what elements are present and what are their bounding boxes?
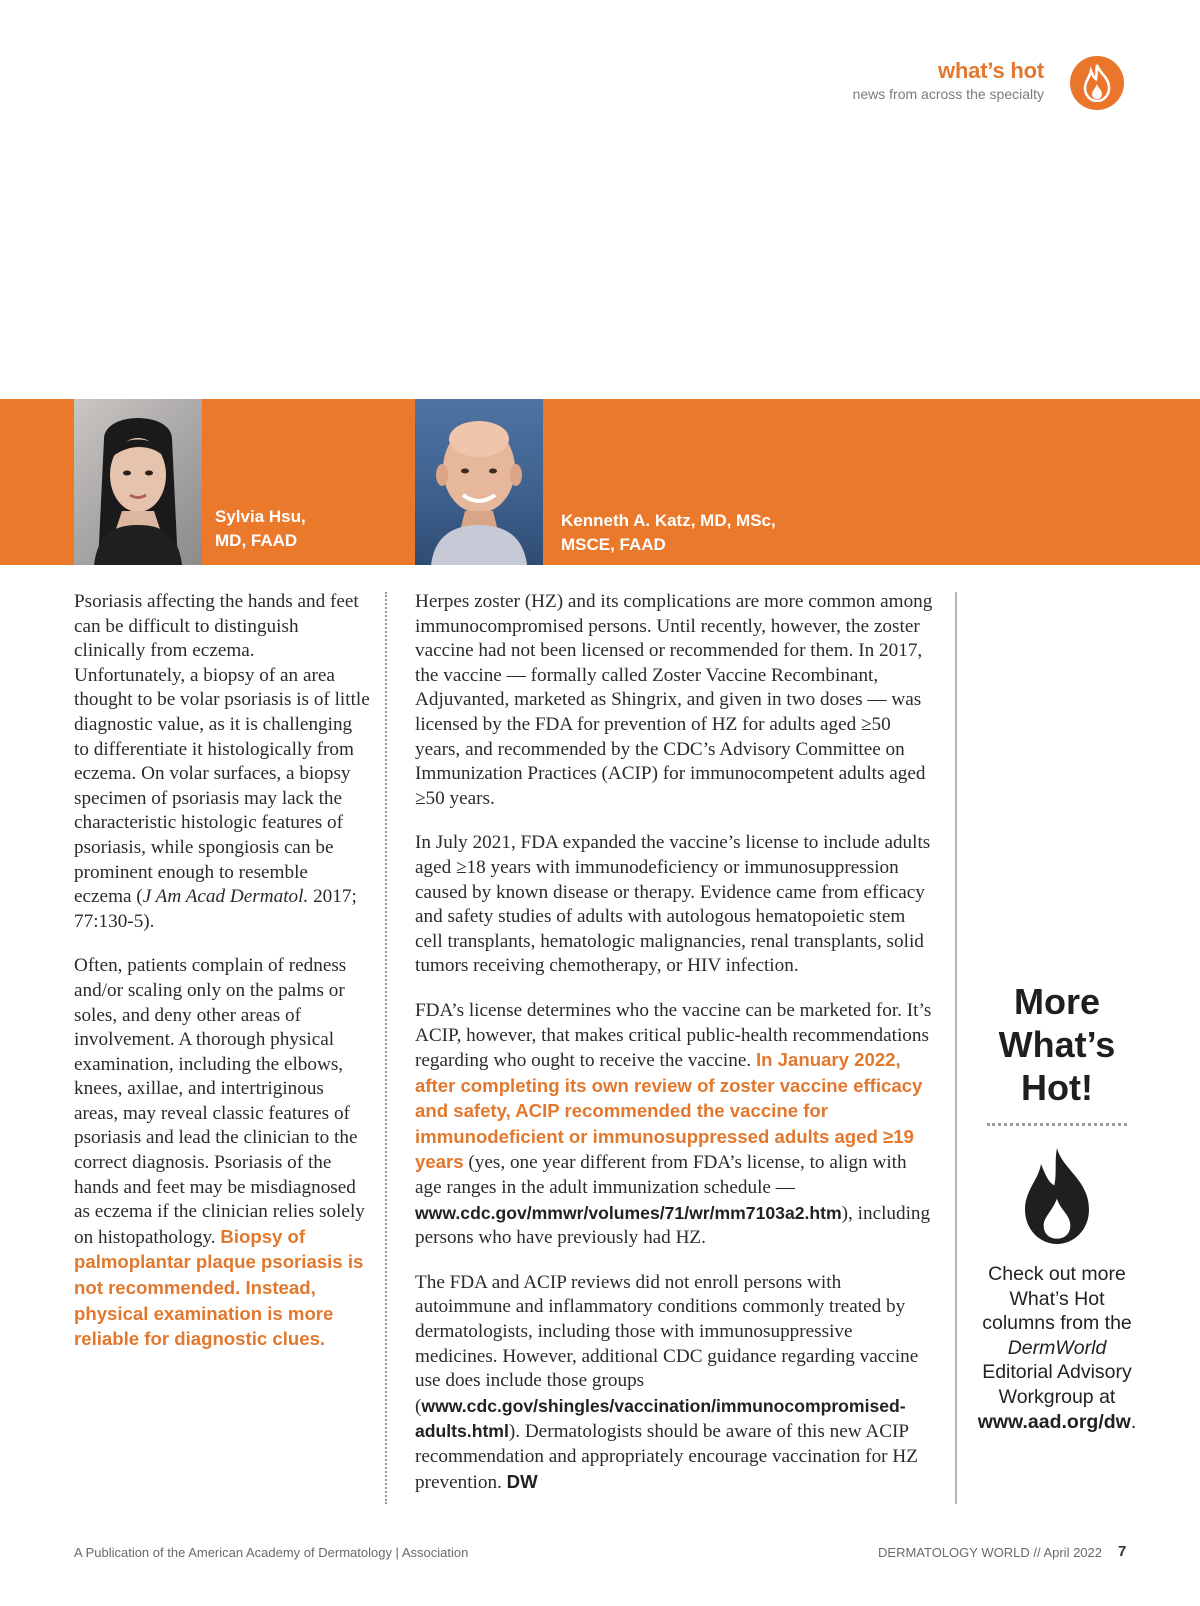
middle-column-article (415, 590, 935, 1515)
section-subtitle: news from across the specialty (852, 86, 1044, 102)
left-column-article (74, 590, 370, 1373)
cdc-shingles-link[interactable]: www.cdc.gov/shingles/vaccination/immunocompromised-adults.html (415, 1395, 906, 1442)
sidebar-divider (987, 1123, 1127, 1126)
paragraph: FDA’s license determines who the vaccine can be marketed for. It’s ACIP, however, that makes critical public-health recommendations regarding who ought to receive the vaccine. In January 2022, after completing its own review of zoster vaccine efficacy and safety, ACIP recommended the vaccine for immunodeficient or immunosuppressed adults aged ≥19 years (yes, one year different from FDA’s license, to align with age ranges in the adult immunization schedule — www.cdc.gov/mmwr/volumes/71/wr/mm7103a2.htm), including persons who have previously had HZ. (415, 999, 932, 1249)
sidebar-text: Check out more What’s Hot columns from the DermWorld Editorial Advisory Workgroup at www.aad.org/dw. (977, 1263, 1137, 1433)
paragraph: Psoriasis affecting the hands and feet can be difficult to distinguish clinically from eczema. Unfortunately, a biopsy of an area thought to be volar psoriasis is of little diagnostic value, as it is challenging to differentiate it histologically from eczema. On volar surfaces, a biopsy specimen of psoriasis may lack the characteristic histologic features of psoriasis, while spongiosis can be prominent enough to resemble eczema (J Am Acad Dermatol. 2017; 77:130-5). (74, 591, 370, 932)
more-whats-hot-sidebar (972, 980, 1142, 1434)
section-header (853, 58, 1044, 102)
paragraph: In July 2021, FDA expanded the vaccine’s license to include adults aged ≥18 years with immunodeficiency or immunosuppression caused by known disease or therapy. Evidence came from efficacy and safety studies of adults with autologous hematopoietic stem cell transplants, hematologic malignancies, renal transplants, solid tumors receiving chemotherapy, or HIV infection. (415, 832, 931, 977)
aad-dw-link[interactable]: www.aad.org/dw (977, 1410, 1131, 1433)
footer-issue: DERMATOLOGY WORLD // April 2022 (878, 1545, 1102, 1560)
flame-icon (1070, 56, 1124, 110)
author-photo-sylvia-hsu (74, 399, 202, 565)
footer-publication: A Publication of the American Academy of Dermatology | Association (74, 1545, 469, 1560)
author-name-kenneth-katz: Kenneth A. Katz, MD, MSc, MSCE, FAAD (561, 511, 776, 554)
author-name-sylvia-hsu: Sylvia Hsu, MD, FAAD (215, 507, 306, 550)
column-divider (385, 592, 387, 1504)
paragraph: Often, patients complain of redness and/or scaling only on the palms or soles, and deny other areas of involvement. A thorough physical examination, including the elbows, knees, axillae, and intertriginous areas, may reveal classic features of psoriasis and lead the clinician to the correct diagnosis. Psoriasis of the hands and feet may be misdiagnosed as eczema if the clinician relies solely on histopathology. Biopsy of palmoplantar plaque psoriasis is not recommended. Instead, physical examination is more reliable for diagnostic clues. (74, 955, 365, 1350)
paragraph: The FDA and ACIP reviews did not enroll persons with autoimmune and inflammatory conditions commonly treated by dermatologists, including those with immunosuppressive medicines. However, additional CDC guidance regarding vaccine use does include those groups (www.cdc.gov/shingles/vaccination/immunocompromised-adults.html). Dermatologists should be aware of this new ACIP recommendation and appropriately encourage vaccination for HZ prevention. DW (415, 1271, 919, 1493)
highlighted-text: Biopsy of palmoplantar plaque psoriasis is not recommended. Instead, physical examination is more reliable for diagnostic clues. (74, 1225, 364, 1350)
paragraph: Herpes zoster (HZ) and its complications are more common among immunocompromised persons. Until recently, however, the zoster vaccine had not been licensed or recommended for them. In 2017, the vaccine — formally called Zoster Vaccine Recombinant, Adjuvanted, marketed as Shingrix, and given in two doses — was licensed by the FDA for prevention of HZ for adults aged ≥50 years, and recommended by the CDC’s Advisory Committee on Immunization Practices (ACIP) for immunocompetent adults aged ≥50 years. (415, 591, 933, 809)
flame-icon (1017, 1144, 1097, 1248)
cdc-mmwr-link[interactable]: www.cdc.gov/mmwr/volumes/71/wr/mm7103a2.htm (415, 1202, 842, 1223)
section-title: what’s hot (938, 58, 1044, 83)
sidebar-title: More What’s Hot! (998, 981, 1116, 1108)
author-photo-kenneth-katz (415, 399, 543, 565)
column-divider (955, 592, 957, 1504)
page-number: 7 (1118, 1543, 1127, 1560)
citation: J Am Acad Dermatol. (142, 886, 309, 908)
end-mark: DW (506, 1470, 538, 1492)
author-band (0, 399, 1200, 565)
highlighted-text: In January 2022, after completing its own review of zoster vaccine efficacy and safety, ACIP recommended the vaccine for immunodeficient or immunosuppressed adults aged ≥19 years (415, 1049, 923, 1173)
